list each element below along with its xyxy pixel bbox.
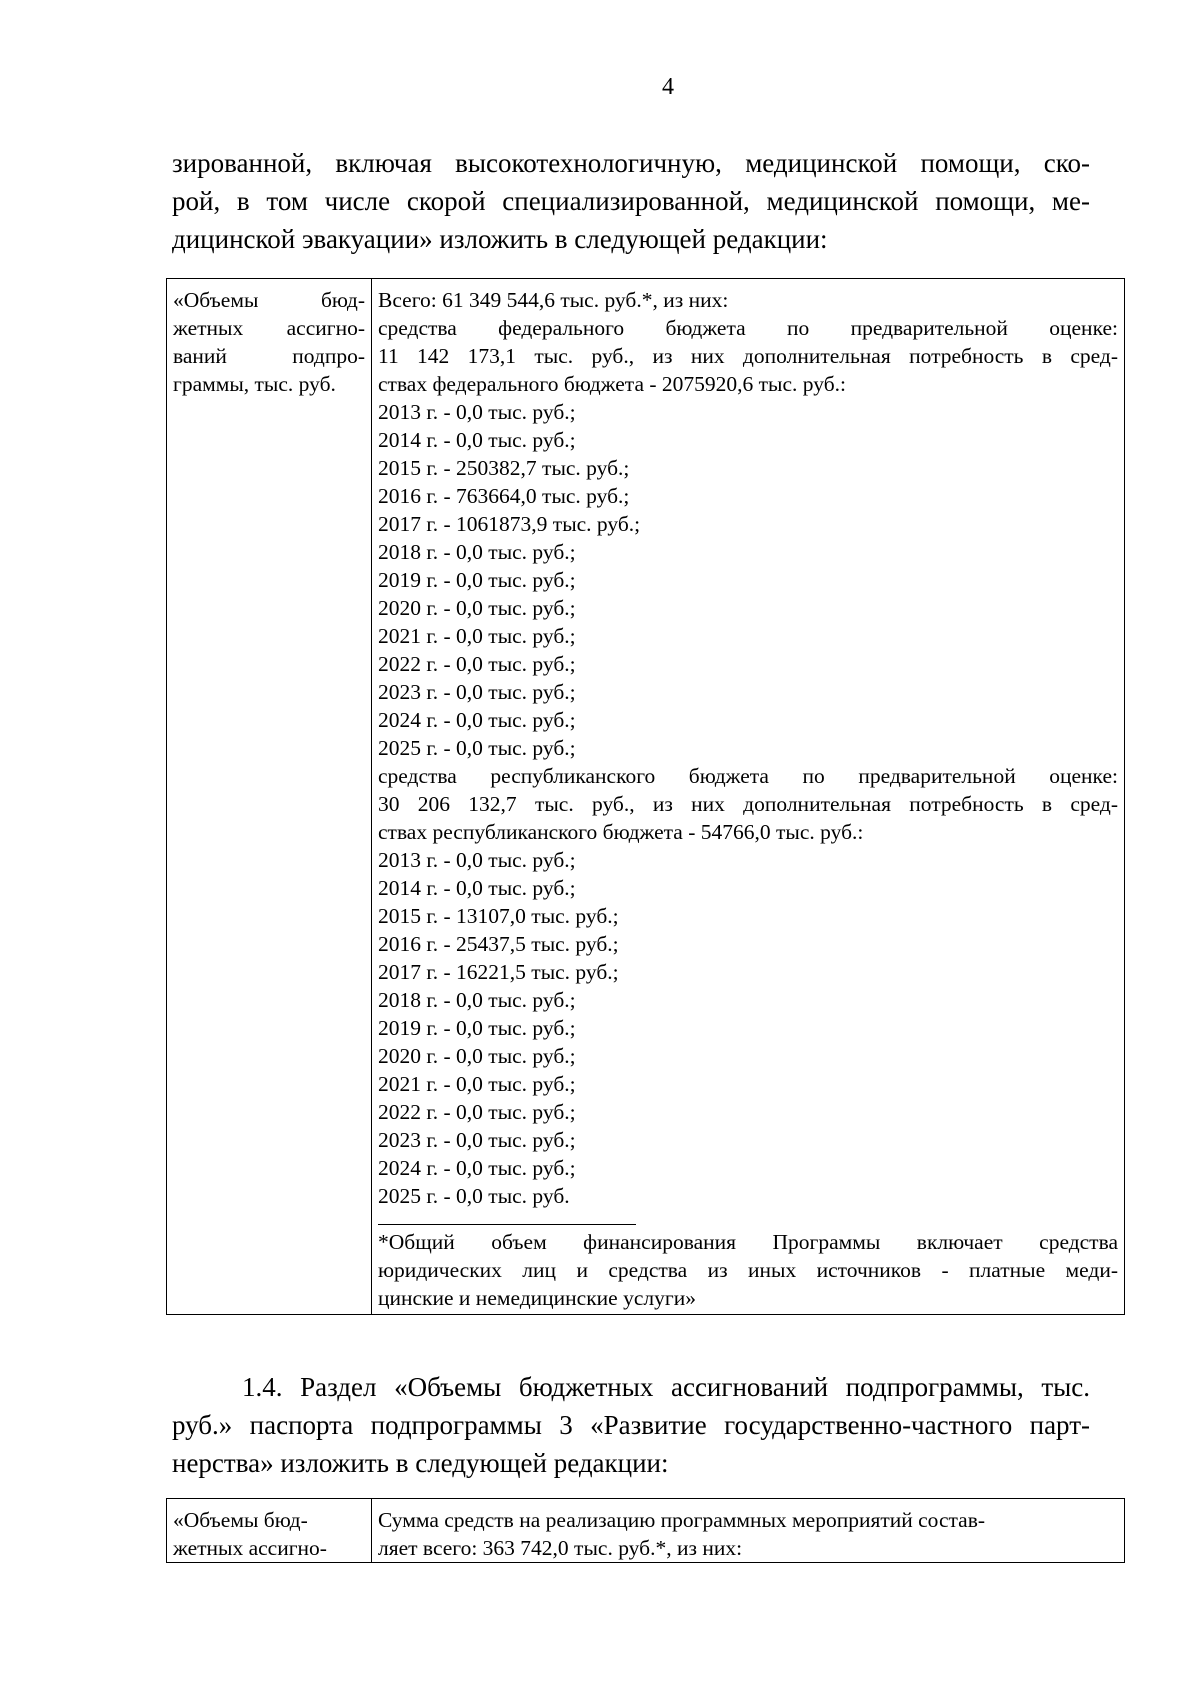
- table-content-cell: [372, 279, 1125, 1315]
- federal-line: средства федерального бюджета по предварительной оценке:: [378, 316, 1118, 340]
- footnote-separator: [378, 1224, 636, 1225]
- intro-line: зированной, включая высокотехнологичную, медицинской помощи, ско-: [172, 148, 1090, 178]
- republic-year-line: 2018 г. - 0,0 тыс. руб.;: [378, 988, 576, 1012]
- federal-year-line: 2015 г. - 250382,7 тыс. руб.;: [378, 456, 630, 480]
- republic-year-line: 2017 г. - 16221,5 тыс. руб.;: [378, 960, 619, 984]
- label-line: граммы, тыс. руб.: [173, 372, 336, 396]
- federal-year-line: 2013 г. - 0,0 тыс. руб.;: [378, 400, 576, 424]
- intro-paragraph: [172, 144, 1090, 258]
- republic-year-line: 2016 г. - 25437,5 тыс. руб.;: [378, 932, 619, 956]
- section-line: руб.» паспорта подпрограммы 3 «Развитие государственно-частного парт-: [172, 1410, 1090, 1440]
- content-line: Сумма средств на реализацию программных мероприятий состав-: [378, 1508, 986, 1532]
- budget-table-subprogram-3: [166, 1498, 1125, 1563]
- content-line: ляет всего: 363 742,0 тыс. руб.*, из них:: [378, 1536, 743, 1560]
- footnote-line: юридических лиц и средства из иных источников - платные меди-: [378, 1258, 1118, 1282]
- label-line: «Объемы бюд-: [173, 1508, 308, 1532]
- page-number: 4: [662, 74, 674, 100]
- federal-year-line: 2021 г. - 0,0 тыс. руб.;: [378, 624, 576, 648]
- intro-line: дицинской эвакуации» изложить в следующей редакции:: [172, 224, 828, 254]
- section-line: нерства» изложить в следующей редакции:: [172, 1448, 669, 1478]
- republic-year-line: 2024 г. - 0,0 тыс. руб.;: [378, 1156, 576, 1180]
- federal-year-line: 2017 г. - 1061873,9 тыс. руб.;: [378, 512, 641, 536]
- table-row: [167, 279, 1125, 1315]
- republic-year-line: 2020 г. - 0,0 тыс. руб.;: [378, 1044, 576, 1068]
- budget-table-subprogram: [166, 278, 1125, 1315]
- federal-year-line: 2024 г. - 0,0 тыс. руб.;: [378, 708, 576, 732]
- federal-year-line: 2023 г. - 0,0 тыс. руб.;: [378, 680, 576, 704]
- republic-year-line: 2013 г. - 0,0 тыс. руб.;: [378, 848, 576, 872]
- intro-line: рой, в том числе скорой специализированной, медицинской помощи, ме-: [172, 186, 1090, 216]
- table-label-cell: [167, 1499, 372, 1563]
- footnote-line: *Общий объем финансирования Программы включает средства: [378, 1230, 1118, 1254]
- republic-year-line: 2019 г. - 0,0 тыс. руб.;: [378, 1016, 576, 1040]
- label-line: ваний подпро-: [173, 344, 365, 368]
- footnote: [378, 1228, 1118, 1314]
- republic-year-line: 2023 г. - 0,0 тыс. руб.;: [378, 1128, 576, 1152]
- republic-year-line: 2021 г. - 0,0 тыс. руб.;: [378, 1072, 576, 1096]
- label-line: жетных ассигно-: [173, 1536, 327, 1560]
- table-content-cell: [372, 1499, 1125, 1563]
- footnote-line: цинские и немедицинские услуги»: [378, 1286, 696, 1310]
- federal-year-line: 2014 г. - 0,0 тыс. руб.;: [378, 428, 576, 452]
- republic-year-line: 2022 г. - 0,0 тыс. руб.;: [378, 1100, 576, 1124]
- federal-year-line: 2016 г. - 763664,0 тыс. руб.;: [378, 484, 630, 508]
- table-label-cell: [167, 279, 372, 1315]
- total-line: Всего: 61 349 544,6 тыс. руб.*, из них:: [378, 288, 729, 312]
- section-line: 1.4. Раздел «Объемы бюджетных ассигнований подпрограммы, тыс.: [242, 1372, 1090, 1402]
- table-row: [167, 1499, 1125, 1563]
- republic-line: средства республиканского бюджета по предварительной оценке:: [378, 764, 1118, 788]
- section-paragraph: [172, 1368, 1090, 1482]
- federal-line: ствах федерального бюджета - 2075920,6 тыс. руб.:: [378, 372, 847, 396]
- republic-year-line: 2015 г. - 13107,0 тыс. руб.;: [378, 904, 619, 928]
- republic-year-line: 2014 г. - 0,0 тыс. руб.;: [378, 876, 576, 900]
- federal-year-line: 2022 г. - 0,0 тыс. руб.;: [378, 652, 576, 676]
- republic-line: ствах республиканского бюджета - 54766,0 тыс. руб.:: [378, 820, 864, 844]
- republic-year-line: 2025 г. - 0,0 тыс. руб.: [378, 1184, 570, 1208]
- federal-year-line: 2018 г. - 0,0 тыс. руб.;: [378, 540, 576, 564]
- republic-line: 30 206 132,7 тыс. руб., из них дополнительная потребность в сред-: [378, 792, 1118, 816]
- federal-year-line: 2025 г. - 0,0 тыс. руб.;: [378, 736, 576, 760]
- label-line: «Объемы бюд-: [173, 288, 365, 312]
- federal-year-line: 2020 г. - 0,0 тыс. руб.;: [378, 596, 576, 620]
- label-line: жетных ассигно-: [173, 316, 365, 340]
- federal-line: 11 142 173,1 тыс. руб., из них дополнительная потребность в сред-: [378, 344, 1118, 368]
- federal-year-line: 2019 г. - 0,0 тыс. руб.;: [378, 568, 576, 592]
